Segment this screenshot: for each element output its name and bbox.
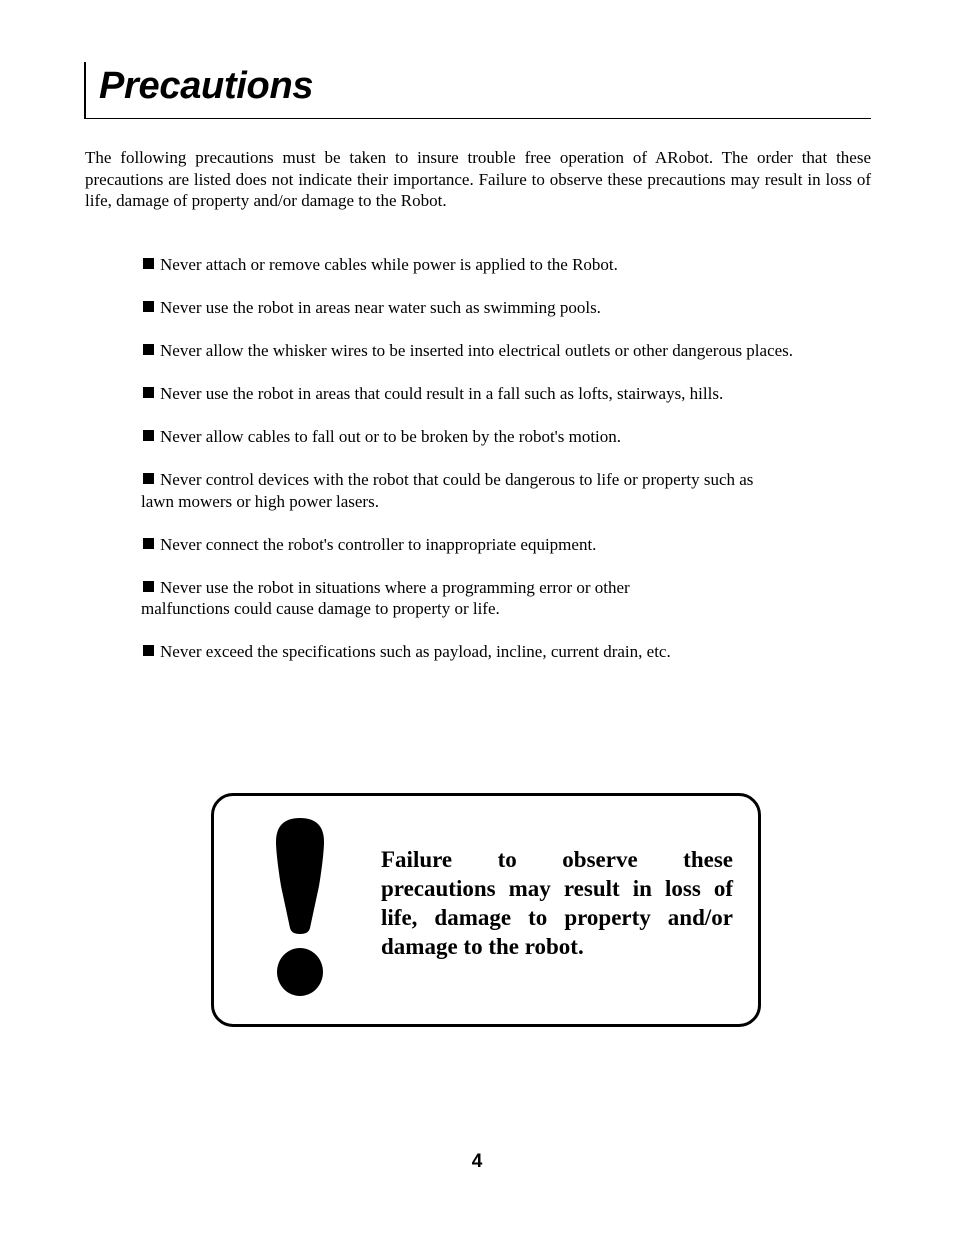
precaution-text: Never use the robot in areas that could result in a fall such as lofts, stairways, hills. <box>160 384 724 403</box>
warning-text: Failure to observe these precautions may result in loss of life, damage to property and/or damage to the robot. <box>381 847 733 959</box>
list-item <box>141 340 881 362</box>
list-item <box>141 383 881 405</box>
intro-paragraph: The following precautions must be taken to insure trouble free operation of ARobot. The order that these precautions are listed does not indicate their importance. Failure to observe these precautions may result in loss of life, damage of property and/or damage to the Robot. <box>85 148 871 210</box>
heading-block <box>84 62 871 119</box>
square-bullet-icon <box>143 538 154 549</box>
list-item <box>141 534 881 556</box>
square-bullet-icon <box>143 581 154 592</box>
square-bullet-icon <box>143 387 154 398</box>
square-bullet-icon <box>143 473 154 484</box>
exclamation-icon <box>272 816 328 1000</box>
precaution-list <box>141 254 881 684</box>
list-item <box>141 469 881 512</box>
list-item <box>141 641 881 663</box>
list-item <box>141 577 881 620</box>
precaution-text: Never control devices with the robot that could be dangerous to life or property such as <box>160 470 754 489</box>
page-title: Precautions <box>99 65 314 107</box>
warning-box <box>211 793 761 1027</box>
precaution-text-continued: malfunctions could cause damage to property or life. <box>141 599 500 618</box>
list-item <box>141 426 881 448</box>
square-bullet-icon <box>143 645 154 656</box>
precaution-text: Never allow cables to fall out or to be broken by the robot's motion. <box>160 427 622 446</box>
precaution-text: Never use the robot in areas near water such as swimming pools. <box>160 298 601 317</box>
list-item <box>141 297 881 319</box>
precaution-text: Never exceed the specifications such as payload, incline, current drain, etc. <box>160 642 671 661</box>
list-item <box>141 254 881 276</box>
square-bullet-icon <box>143 344 154 355</box>
square-bullet-icon <box>143 430 154 441</box>
precaution-text: Never use the robot in situations where a programming error or other <box>160 577 630 597</box>
precaution-text-continued: lawn mowers or high power lasers. <box>141 491 379 511</box>
square-bullet-icon <box>143 301 154 312</box>
precaution-text: Never connect the robot's controller to inappropriate equipment. <box>160 534 597 554</box>
precaution-text: Never attach or remove cables while power is applied to the Robot. <box>160 255 618 274</box>
precaution-text: Never allow the whisker wires to be inserted into electrical outlets or other dangerous places. <box>160 341 794 360</box>
square-bullet-icon <box>143 258 154 269</box>
page-number: 4 <box>471 1151 483 1172</box>
